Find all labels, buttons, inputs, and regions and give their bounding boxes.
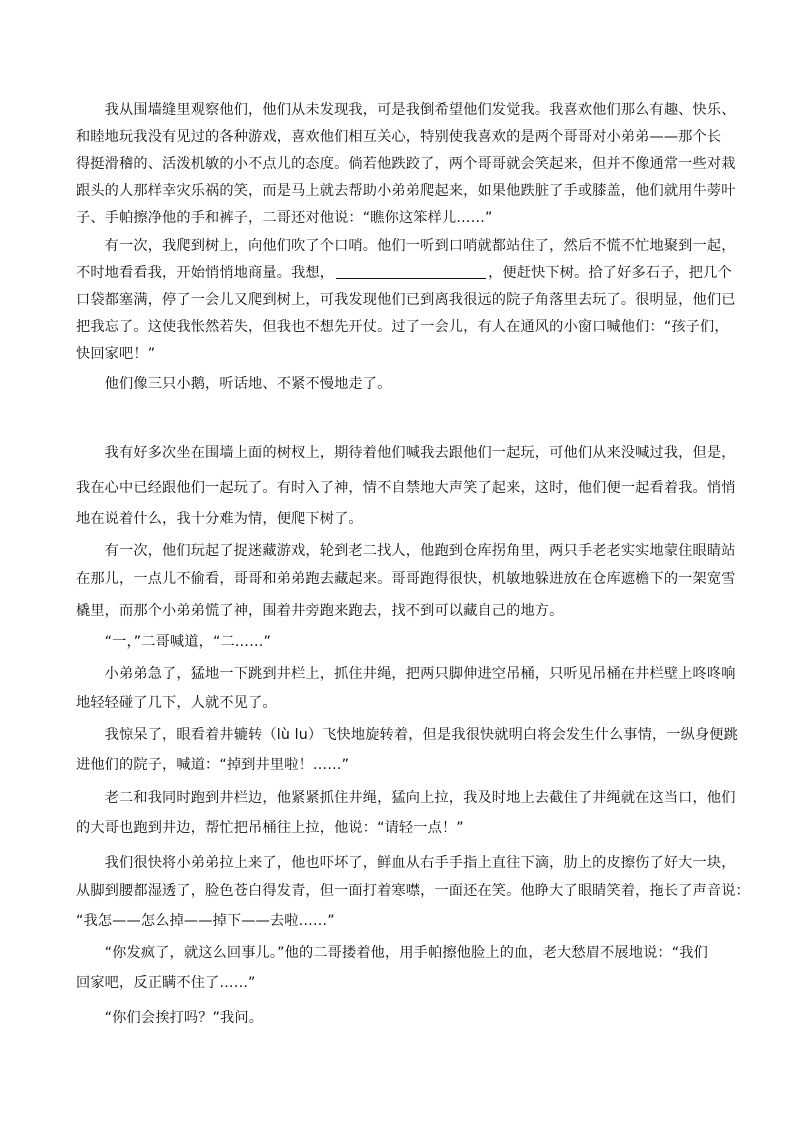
text-line: 子、手帕擦净他的手和裤子，二哥还对他说：“瞧你这笨样儿……” <box>76 210 493 226</box>
text-line: “你们会挨打吗？”我问。 <box>76 1010 264 1026</box>
text-line: 小弟弟急了，猛地一下跳到井栏上，抓住井绳，把两只脚伸进空吊桶，只听见吊桶在井栏壁上咚咚响 <box>76 666 736 682</box>
text-line: 把我忘了。这使我怅然若失，但我也不想先开仗。过了一会儿，有人在通风的小窗口喊他们：“孩子们， <box>76 319 729 335</box>
text-line: 地在说着什么，我十分难为情，便爬下树了。 <box>76 511 363 527</box>
text-line: 有一次，他们玩起了捉迷藏游戏，轮到老二找人，他跑到仓库拐角里，两只手老老实实地蒙住眼睛站 <box>76 543 736 559</box>
text-line: 我在心中已经跟他们一起玩了。有时入了神，情不自禁地大声笑了起来，这时，他们便一起看着我。悄悄 <box>76 480 736 496</box>
text-line: 跟头的人那样幸灾乐祸的笑，而是马上就去帮助小弟弟爬起来，如果他跌脏了手或膝盖，他们就用牛蒡叶 <box>76 183 736 199</box>
text-line: 快回家吧！” <box>76 346 156 362</box>
text-segment: ，便赶快下树。拾了好多石子，把几个 <box>488 265 732 281</box>
text-line: 进他们的院子，喊道：“掉到井里啦！……” <box>76 757 350 773</box>
text-line: 我们很快将小弟弟拉上来了，他也吓坏了，鲜血从右手手指上直往下滴，肋上的皮擦伤了好大一块， <box>76 855 736 871</box>
text-line: 得挺滑稽的、活泼机敏的小不点儿的态度。倘若他跌跤了，两个哥哥就会笑起来，但并不像通常一些对栽 <box>76 156 736 172</box>
fill-in-blank <box>336 264 486 279</box>
text-line: 从脚到腰都湿透了，脸色苍白得发青，但一面打着寒噤，一面还在笑。他睁大了眼睛笑着，拖长了声音说： <box>76 883 750 899</box>
text-line: 在那儿，一点儿不偷看，哥哥和弟弟跑去藏起来。哥哥跑得很快，机敏地躲进放在仓库遮檐下的一架宽雪 <box>76 571 736 587</box>
text-line: 的大哥也跑到井边，帮忙把吊桶往上拉，他说：“请轻一点！” <box>76 820 464 836</box>
text-line: 口袋都塞满，停了一会儿又爬到树上，可我发现他们已到离我很远的院子角落里去玩了。很明显，他们已 <box>76 292 736 308</box>
text-line-with-blank <box>76 263 732 283</box>
text-segment: 不时地看看我，开始悄悄地商量。我想， <box>76 265 335 281</box>
text-line: “一，”二哥喊道，“二……” <box>76 634 271 650</box>
text-line: 老二和我同时跑到井栏边，他紧紧抓住井绳，猛向上拉，我及时地上去截住了井绳就在这当口，他们 <box>76 790 736 806</box>
text-line: 有一次，我爬到树上，向他们吹了个口哨。他们一听到口哨就都站住了，然后不慌不忙地聚到一起， <box>76 238 736 254</box>
text-line: “你发疯了，就这么回事儿。”他的二哥搂着他，用手帕擦他脸上的血，老大愁眉不展地说：“我们 <box>76 945 708 961</box>
text-line: 他们像三只小鹅，听话地、不紧不慢地走了。 <box>76 376 392 392</box>
text-line: 我从围墙缝里观察他们，他们从未发现我，可是我倒希望他们发觉我。我喜欢他们那么有趣、快乐、 <box>76 102 736 118</box>
text-line: 回家吧，反正瞒不住了……” <box>76 975 256 991</box>
text-line: 橇里，而那个小弟弟慌了神，围着井旁跑来跑去，找不到可以藏自己的地方。 <box>76 603 564 619</box>
text-line: 地轻轻碰了几下，人就不见了。 <box>76 695 277 711</box>
text-line: 我有好多次坐在围墙上面的树杈上，期待着他们喊我去跟他们一起玩，可他们从来没喊过我，但是， <box>76 445 736 461</box>
text-line: “我怎——怎么掉——掉下——去啦……” <box>76 913 335 929</box>
text-line: 我惊呆了，眼看着井辘转（lù lu）飞快地旋转着，但是我很快就明白将会发生什么事情，一纵身便跳 <box>76 727 738 743</box>
text-line: 和睦地玩我没有见过的各种游戏，喜欢他们相互关心，特别使我喜欢的是两个哥哥对小弟弟——那个长 <box>76 129 722 145</box>
